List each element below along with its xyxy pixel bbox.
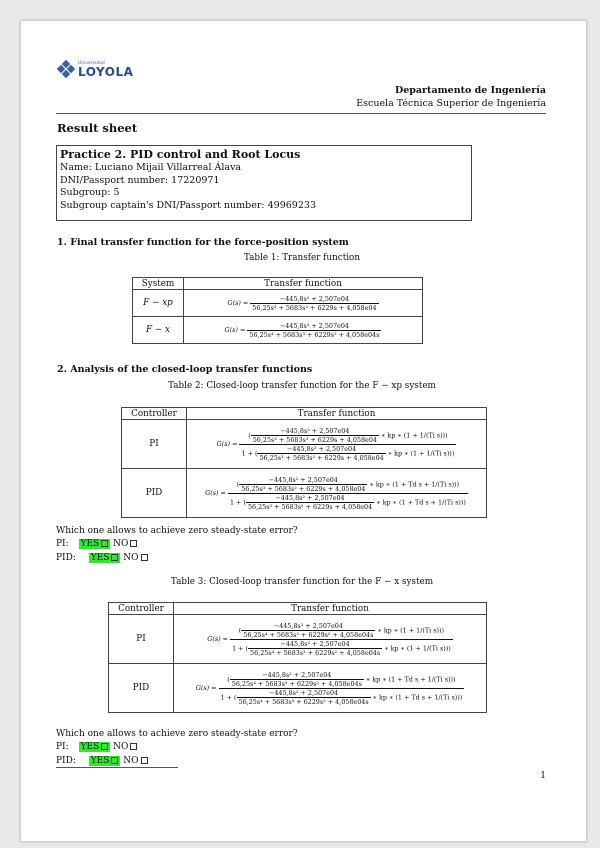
section-2-title: 2. Analysis of the closed-loop transfer functions — [57, 364, 313, 375]
formula-den: 56,25s⁴ + 5683s³ + 6229s² + 4,058e04s — [231, 679, 362, 688]
tf-cell: G(s) = ( $\frac{\text{−445,8s² + 2,507e04}}{\text{56,25s³ + 5683s² + 6229s + 4,058e04}}$ ∗ kp ∗ (1 + Td s + 1/(Ti s))) 1 + ( $\frac{\text{−445,8s² + 2,507e04}}{\text{56,25s³ + 5683s² + 6229s + 4,058e04}}$ ∗ kp ∗ (1 + Td s + 1/(Ti s))) — [187, 469, 487, 518]
table-1-caption: Table 1: Transfer function — [243, 253, 361, 263]
formula-den: 56,25s⁴ + 5683s³ + 6229s² + 4,058e04s — [238, 697, 369, 706]
controller-term: ∗ kp ∗ (1 + 1/(Ti s)) — [377, 626, 442, 634]
header-right — [356, 84, 546, 110]
pid-label: PID: — [56, 553, 76, 563]
controller-term: ∗ kp ∗ (1 + Td s + 1/(Ti s)) — [376, 498, 464, 506]
pid-yes-option[interactable] — [89, 756, 121, 766]
student-dni: DNI/Passport number: 17220971 — [60, 174, 220, 186]
formula-num: −445,8s² + 2,507e04 — [241, 622, 375, 631]
controller-cell: PID — [109, 664, 174, 713]
logo-small-text: Universidad — [78, 60, 105, 66]
controller-cell: PID — [122, 469, 187, 518]
col-controller: Controller — [122, 408, 187, 420]
checkbox-icon — [111, 554, 118, 561]
university-logo — [58, 60, 133, 78]
pid-label: PID: — [56, 756, 76, 766]
checkbox-icon — [101, 540, 108, 547]
col-controller: Controller — [109, 603, 174, 615]
logo-mark-icon — [58, 60, 74, 78]
formula-den: 56,25s³ + 5683s² + 6229s + 4,058e04 — [247, 502, 373, 511]
table-2-caption: Table 2: Closed-loop transfer function for the F − xp system — [168, 381, 436, 391]
col-transfer-function: Transfer function — [187, 408, 487, 420]
pi-no-option[interactable] — [113, 742, 137, 752]
captain-dni: Subgroup captain's DNI/Passport number: 49969233 — [60, 199, 316, 211]
controller-cell: PI — [122, 420, 187, 469]
question-text-2: Which one allows to achieve zero steady-state error? — [56, 729, 298, 739]
col-system: System — [133, 278, 184, 290]
pi-label: PI: — [56, 539, 69, 549]
controller-term: ∗ kp ∗ (1 + Td s + 1/(Ti s)) — [365, 675, 454, 683]
formula-num: −445,8s² + 2,507e04 — [239, 476, 367, 485]
formula-lhs: G(s) = — [205, 489, 226, 497]
table-3-caption: Table 3: Closed-loop transfer function for the F − x system — [170, 577, 434, 587]
pi-yes-option[interactable] — [79, 742, 111, 752]
col-transfer-function: Transfer function — [184, 278, 423, 290]
info-box — [56, 145, 472, 221]
yes-label: YES — [90, 756, 110, 766]
checkbox-icon — [141, 757, 148, 764]
tf-cell: G(s) = ( $\frac{\text{−445,8s² + 2,507e04}}{\text{56,25s⁴ + 5683s³ + 6229s² + 4,058e04s}}$ ∗ kp ∗ (1 + Td s + 1/(Ti s))) 1 + ( $\frac{\text{−445,8s² + 2,507e04}}{\text{56,25s⁴ + 5683s³ + 6229s² + 4,058e04s}}$ ∗ kp ∗ (1 + Td s + 1/(Ti s))) — [174, 664, 487, 713]
pi-no-option[interactable] — [113, 539, 137, 549]
pi-label: PI: — [56, 742, 69, 752]
formula-lhs: G(s) = — [195, 684, 217, 692]
formula-one: 1 + — [241, 449, 253, 457]
checkbox-icon — [130, 540, 137, 547]
formula-num: −445,8s² + 2,507e04 — [247, 322, 381, 331]
formula-lhs: G(s) = — [207, 635, 229, 643]
yes-label: YES — [80, 539, 100, 549]
yes-label: YES — [80, 742, 100, 752]
tf-cell: G(s) = ( $\frac{\text{−445,8s² + 2,507e04}}{\text{56,25s⁴ + 5683s³ + 6229s² + 4,058e04s}}$ ∗ kp ∗ (1 + 1/(Ti s))) 1 + ( $\frac{\text{−445,8s² + 2,507e04}}{\text{56,25s⁴ + 5683s³ + 6229s² + 4,058e04s}}$ ∗ kp ∗ (1 + 1/(Ti s))) — [174, 615, 487, 664]
pi-yes-option[interactable] — [79, 539, 111, 549]
logo-big-text: LOYOLA — [78, 64, 134, 79]
no-label: NO — [113, 539, 129, 549]
controller-term: ∗ kp ∗ (1 + 1/(Ti s)) — [384, 644, 449, 652]
formula-den: 56,25s³ + 5683s² + 6229s + 4,058e04 — [241, 484, 366, 493]
formula-den: 56,25s³ + 5683s² + 6229s + 4,058e04 — [252, 435, 377, 444]
table-3 — [108, 602, 487, 713]
no-label: NO — [123, 553, 139, 563]
practice-title: Practice 2. PID control and Root Locus — [60, 148, 301, 161]
controller-term: ∗ kp ∗ (1 + Td s + 1/(Ti s)) — [372, 693, 460, 701]
pi-answer-row-2 — [56, 742, 137, 753]
no-label: NO — [123, 756, 139, 766]
pid-no-option[interactable] — [123, 553, 147, 563]
department-name: Departamento de Ingeniería — [394, 85, 546, 96]
formula-num: −445,8s² + 2,507e04 — [257, 445, 385, 454]
checkbox-icon — [101, 743, 108, 750]
checkbox-icon — [130, 743, 137, 750]
page-number: 1 — [540, 771, 546, 781]
formula-num: −445,8s² + 2,507e04 — [250, 295, 378, 304]
tf-cell — [184, 317, 423, 344]
formula-one: 1 + — [229, 498, 242, 506]
footer-divider — [56, 767, 178, 768]
tf-cell: G(s) = ( $\frac{\text{−445,8s² + 2,507e04}}{\text{56,25s³ + 5683s² + 6229s + 4,058e04}}$ ∗ kp ∗ (1 + 1/(Ti s))) 1 + ( $\frac{\text{−445,8s² + 2,507e04}}{\text{56,25s³ + 5683s² + 6229s + 4,058e04}}$ ∗ kp ∗ (1 + 1/(Ti s))) — [187, 420, 487, 469]
formula-den: 56,25s³ + 5683s² + 6229s + 4,058e04 — [252, 303, 377, 312]
subgroup: Subgroup: 5 — [60, 187, 120, 199]
formula-lhs: G(s) = — [227, 299, 249, 307]
formula-den: 56,25s³ + 5683s² + 6229s + 4,058e04 — [259, 453, 384, 462]
controller-term: ∗ kp ∗ (1 + 1/(Ti s)) — [387, 449, 452, 457]
formula-lhs: G(s) = — [224, 326, 246, 334]
controller-term: ∗ kp ∗ (1 + Td s + 1/(Ti s)) — [369, 480, 457, 488]
yes-label: YES — [90, 553, 110, 563]
formula-den: 56,25s⁴ + 5683s³ + 6229s² + 4,058e04s — [243, 630, 374, 639]
col-transfer-function: Transfer function — [174, 603, 487, 615]
formula-den: 56,25s⁴ + 5683s³ + 6229s² + 4,058e04s — [250, 648, 381, 657]
table-2 — [121, 407, 487, 518]
formula-den: 56,25s⁴ + 5683s³ + 6229s² + 4,058e04s — [249, 330, 380, 339]
question-text: Which one allows to achieve zero steady-state error? — [56, 526, 298, 536]
tf-cell — [184, 290, 423, 317]
pid-yes-option[interactable] — [89, 553, 121, 563]
formula-lhs: G(s) = — [216, 440, 238, 448]
formula-num: −445,8s² + 2,507e04 — [237, 689, 371, 698]
formula-one: 1 + — [232, 644, 244, 652]
system-cell: F − xp — [133, 290, 184, 317]
checkbox-icon — [141, 554, 148, 561]
pid-answer-row-2 — [56, 756, 148, 767]
system-cell: F − x — [133, 317, 184, 344]
table-1 — [132, 277, 423, 344]
section-1-title: 1. Final transfer function for the force-position system — [57, 237, 349, 248]
pi-answer-row — [56, 539, 137, 550]
formula-num: −445,8s² + 2,507e04 — [251, 427, 379, 436]
formula-num: −445,8s² + 2,507e04 — [246, 494, 374, 503]
formula-one: 1 + — [220, 693, 232, 701]
formula-num: −445,8s² + 2,507e04 — [230, 671, 364, 680]
sheet-title: Result sheet — [57, 121, 138, 135]
controller-term: ∗ kp ∗ (1 + 1/(Ti s)) — [381, 431, 446, 439]
no-label: NO — [113, 742, 129, 752]
pid-answer-row — [56, 553, 148, 564]
pid-no-option[interactable] — [123, 756, 147, 766]
student-name: Name: Luciano Mijail Villarreal Álava — [60, 162, 242, 173]
controller-cell: PI — [109, 615, 174, 664]
header-divider — [56, 113, 546, 114]
checkbox-icon — [111, 757, 118, 764]
formula-num: −445,8s² + 2,507e04 — [248, 640, 382, 649]
school-name: Escuela Técnica Superior de Ingeniería — [356, 98, 546, 109]
